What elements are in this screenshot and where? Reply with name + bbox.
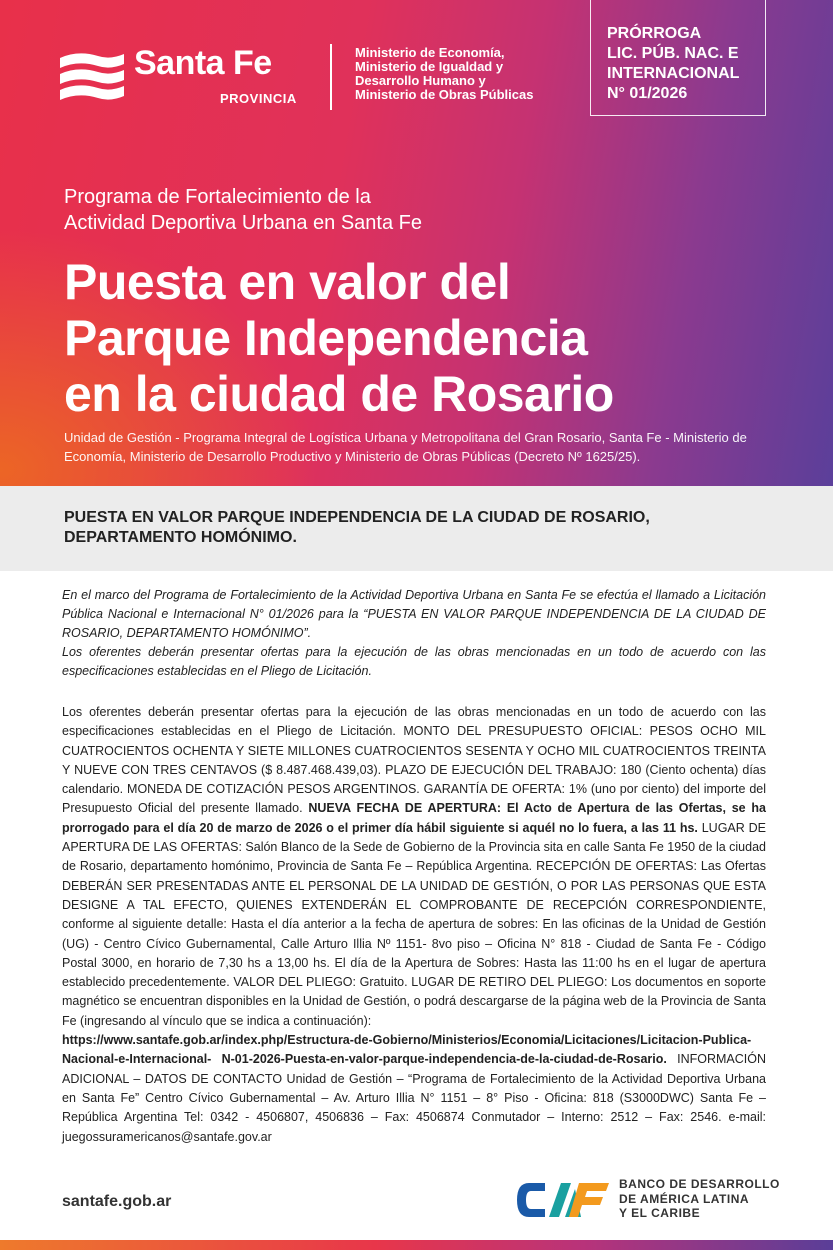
management-unit-text: Unidad de Gestión - Programa Integral de Logística Urbana y Metropolitana del Gran Rosario, Santa Fe - Ministerio de Economía, Ministerio de Desarrollo Productivo y Ministerio de Obras Públicas (Decreto Nº 1625/25).	[64, 430, 747, 464]
bank-name-line: BANCO DE DESARROLLO	[619, 1177, 780, 1191]
new-opening-date: NUEVA FECHA DE APERTURA: El Acto de Apertura de las Ofertas, se ha prorrogado para el día 20 de marzo de 2026 o el primer día hábil siguiente si aquél no lo fuera, a las 11 hs.	[62, 801, 766, 835]
intro-text	[62, 586, 766, 681]
ministry-line: Ministerio de Igualdad y	[355, 59, 504, 74]
body-text	[62, 703, 766, 1147]
subject-line: PUESTA EN VALOR PARQUE INDEPENDENCIA DE LA CIUDAD DE ROSARIO,	[64, 509, 650, 526]
page-title	[64, 254, 614, 422]
intro-paragraph: En el marco del Programa de Fortalecimiento de la Actividad Deportiva Urbana en Santa Fe se efectúa el llamado a Licitación Pública Nacional e Internacional N° 01/2026 para la “PUESTA EN VALOR PARQUE INDEPENDENCIA DE LA CIUDAD DE ROSARIO, DEPARTAMENTO HOMÓNIMO”.	[62, 588, 766, 640]
santa-fe-stripes-icon	[58, 50, 126, 108]
bank-name-line: DE AMÉRICA LATINA	[619, 1191, 750, 1206]
header-divider	[330, 44, 332, 110]
prorroga-line: LIC. PÚB. NAC. E	[607, 45, 739, 62]
bottom-gradient-bar	[0, 1240, 833, 1250]
body-text-part: LUGAR DE APERTURA DE LAS OFERTAS: Salón Blanco de la Sede de Gobierno de la Provincia sita en calle Santa Fe 1950 de la ciudad de Rosario, departamento homónimo, Provincia de Santa Fe – República Argentina. RECEPCIÓN DE OFERTAS: Las Ofertas DEBERÁN SER PRESENTADAS ANTE EL PERSONAL DE LA UNIDAD DE GESTIÓN, O POR LAS PERSONAS QUE ESTA DESIGNE A TAL EFECTO, QUIENES EXTENDERÁN EL COMPROBANTE DE RECEPCIÓN CORRESPONDIENTE, conforme al siguiente detalle: Hasta el día anterior a la fecha de apertura de sobres: En las oficinas de la Unidad de Gestión (UG) - Centro Cívico Gubernamental, Calle Arturo Illia Nº 1151- 8vo piso – Oficina N° 818 - Ciudad de Santa Fe - Código Postal 3000, en horario de 7,30 hs a 13,00 hs. El día de la Apertura de Sobres: Hasta las 11:00 hs en el lugar de apertura establecido precedentemente. VALOR DEL PLIEGO: Gratuito. LUGAR DE RETIRO DEL PLIEGO: Los documentos en soporte magnético se encuentran disponibles en la Unidad de Gestión, o podrá descargarse de la página web de la Provincia de Santa Fe (ingresando al vínculo que se indica a continuación):	[62, 820, 766, 1028]
caf-icon	[515, 1177, 611, 1223]
brand-title: Santa Fe	[134, 44, 272, 82]
ministry-line: Desarrollo Humano y	[355, 73, 486, 88]
body-text-part: INFORMACIÓN ADICIONAL – DATOS DE CONTACTO Unidad de Gestión – “Programa de Fortalecimiento de la Actividad Deportiva Urbana en Santa Fe” Centro Cívico Gubernamental – Av. Arturo Illia N° 1151 – 8° Piso - Oficina: 818 (S3000DWC) Santa Fe – República Argentina Tel: 0342 - 4506807, 4506836 – Fax: 4506874 Conmutador – Interno: 2512 – Fax: 2546. e-mail: juegossuramericanos@santafe.gov.ar	[62, 1052, 766, 1144]
prorroga-line: N° 01/2026	[607, 85, 688, 102]
ministry-line: Ministerio de Economía,	[355, 45, 505, 60]
caf-logo	[515, 1175, 780, 1225]
brand-subtitle: PROVINCIA	[220, 91, 297, 106]
santa-fe-logo	[58, 44, 328, 114]
intro-paragraph: Los oferentes deberán presentar ofertas para la ejecución de las obras mencionadas en un todo de acuerdo con las especificaciones establecidas en el Pliego de Licitación.	[62, 645, 766, 678]
headline-line: Puesta en valor del	[64, 254, 511, 310]
subject-line: DEPARTAMENTO HOMÓNIMO.	[64, 529, 297, 546]
hero-banner	[0, 0, 833, 486]
headline-line: en la ciudad de Rosario	[64, 366, 614, 422]
footer-website[interactable]: santafe.gob.ar	[62, 1193, 172, 1210]
prorroga-box	[590, 0, 766, 116]
prorroga-line: PRÓRROGA	[607, 25, 702, 42]
download-link[interactable]: https://www.santafe.gob.ar/index.php/Estructura-de-Gobierno/Ministerios/Economia/Licitaciones/Licitacion-Publica-Nacional-e-Internacional- N-01-2026-Puesta-en-valor-parque-independencia-de-la-ciudad-de-Rosario.	[62, 1033, 752, 1067]
subject-heading	[64, 508, 769, 548]
ministries-list	[355, 46, 585, 102]
body-text-part: Los oferentes deberán presentar ofertas para la ejecución de las obras mencionadas en un todo de acuerdo con las especificaciones establecidas en el Pliego de Licitación. MONTO DEL PRESUPUESTO OFICIAL: PESOS OCHO MIL CUATROCIENTOS OCHENTA Y SIETE MILLONES CUATROCIENTOS SESENTA Y OCHO MIL CUATROCIENTOS TREINTA Y NUEVE CON TRES CENTAVOS ($ 8.487.468.439,03). PLAZO DE EJECUCIÓN DEL TRABAJO: 180 (Ciento ochenta) días calendario. MONEDA DE COTIZACIÓN PESOS ARGENTINOS. GARANTÍA DE OFERTA: 1% (uno por ciento) del importe del Presupuesto Oficial del presente llamado.	[62, 705, 766, 816]
ministry-line: Ministerio de Obras Públicas	[355, 87, 534, 102]
prorroga-line: INTERNACIONAL	[607, 65, 740, 82]
headline-line: Parque Independencia	[64, 310, 588, 366]
program-name	[64, 184, 422, 236]
bank-name-line: Y EL CARIBE	[619, 1206, 701, 1220]
program-line: Programa de Fortalecimiento de la	[64, 186, 371, 208]
program-line: Actividad Deportiva Urbana en Santa Fe	[64, 212, 422, 234]
bank-name	[619, 1177, 780, 1221]
